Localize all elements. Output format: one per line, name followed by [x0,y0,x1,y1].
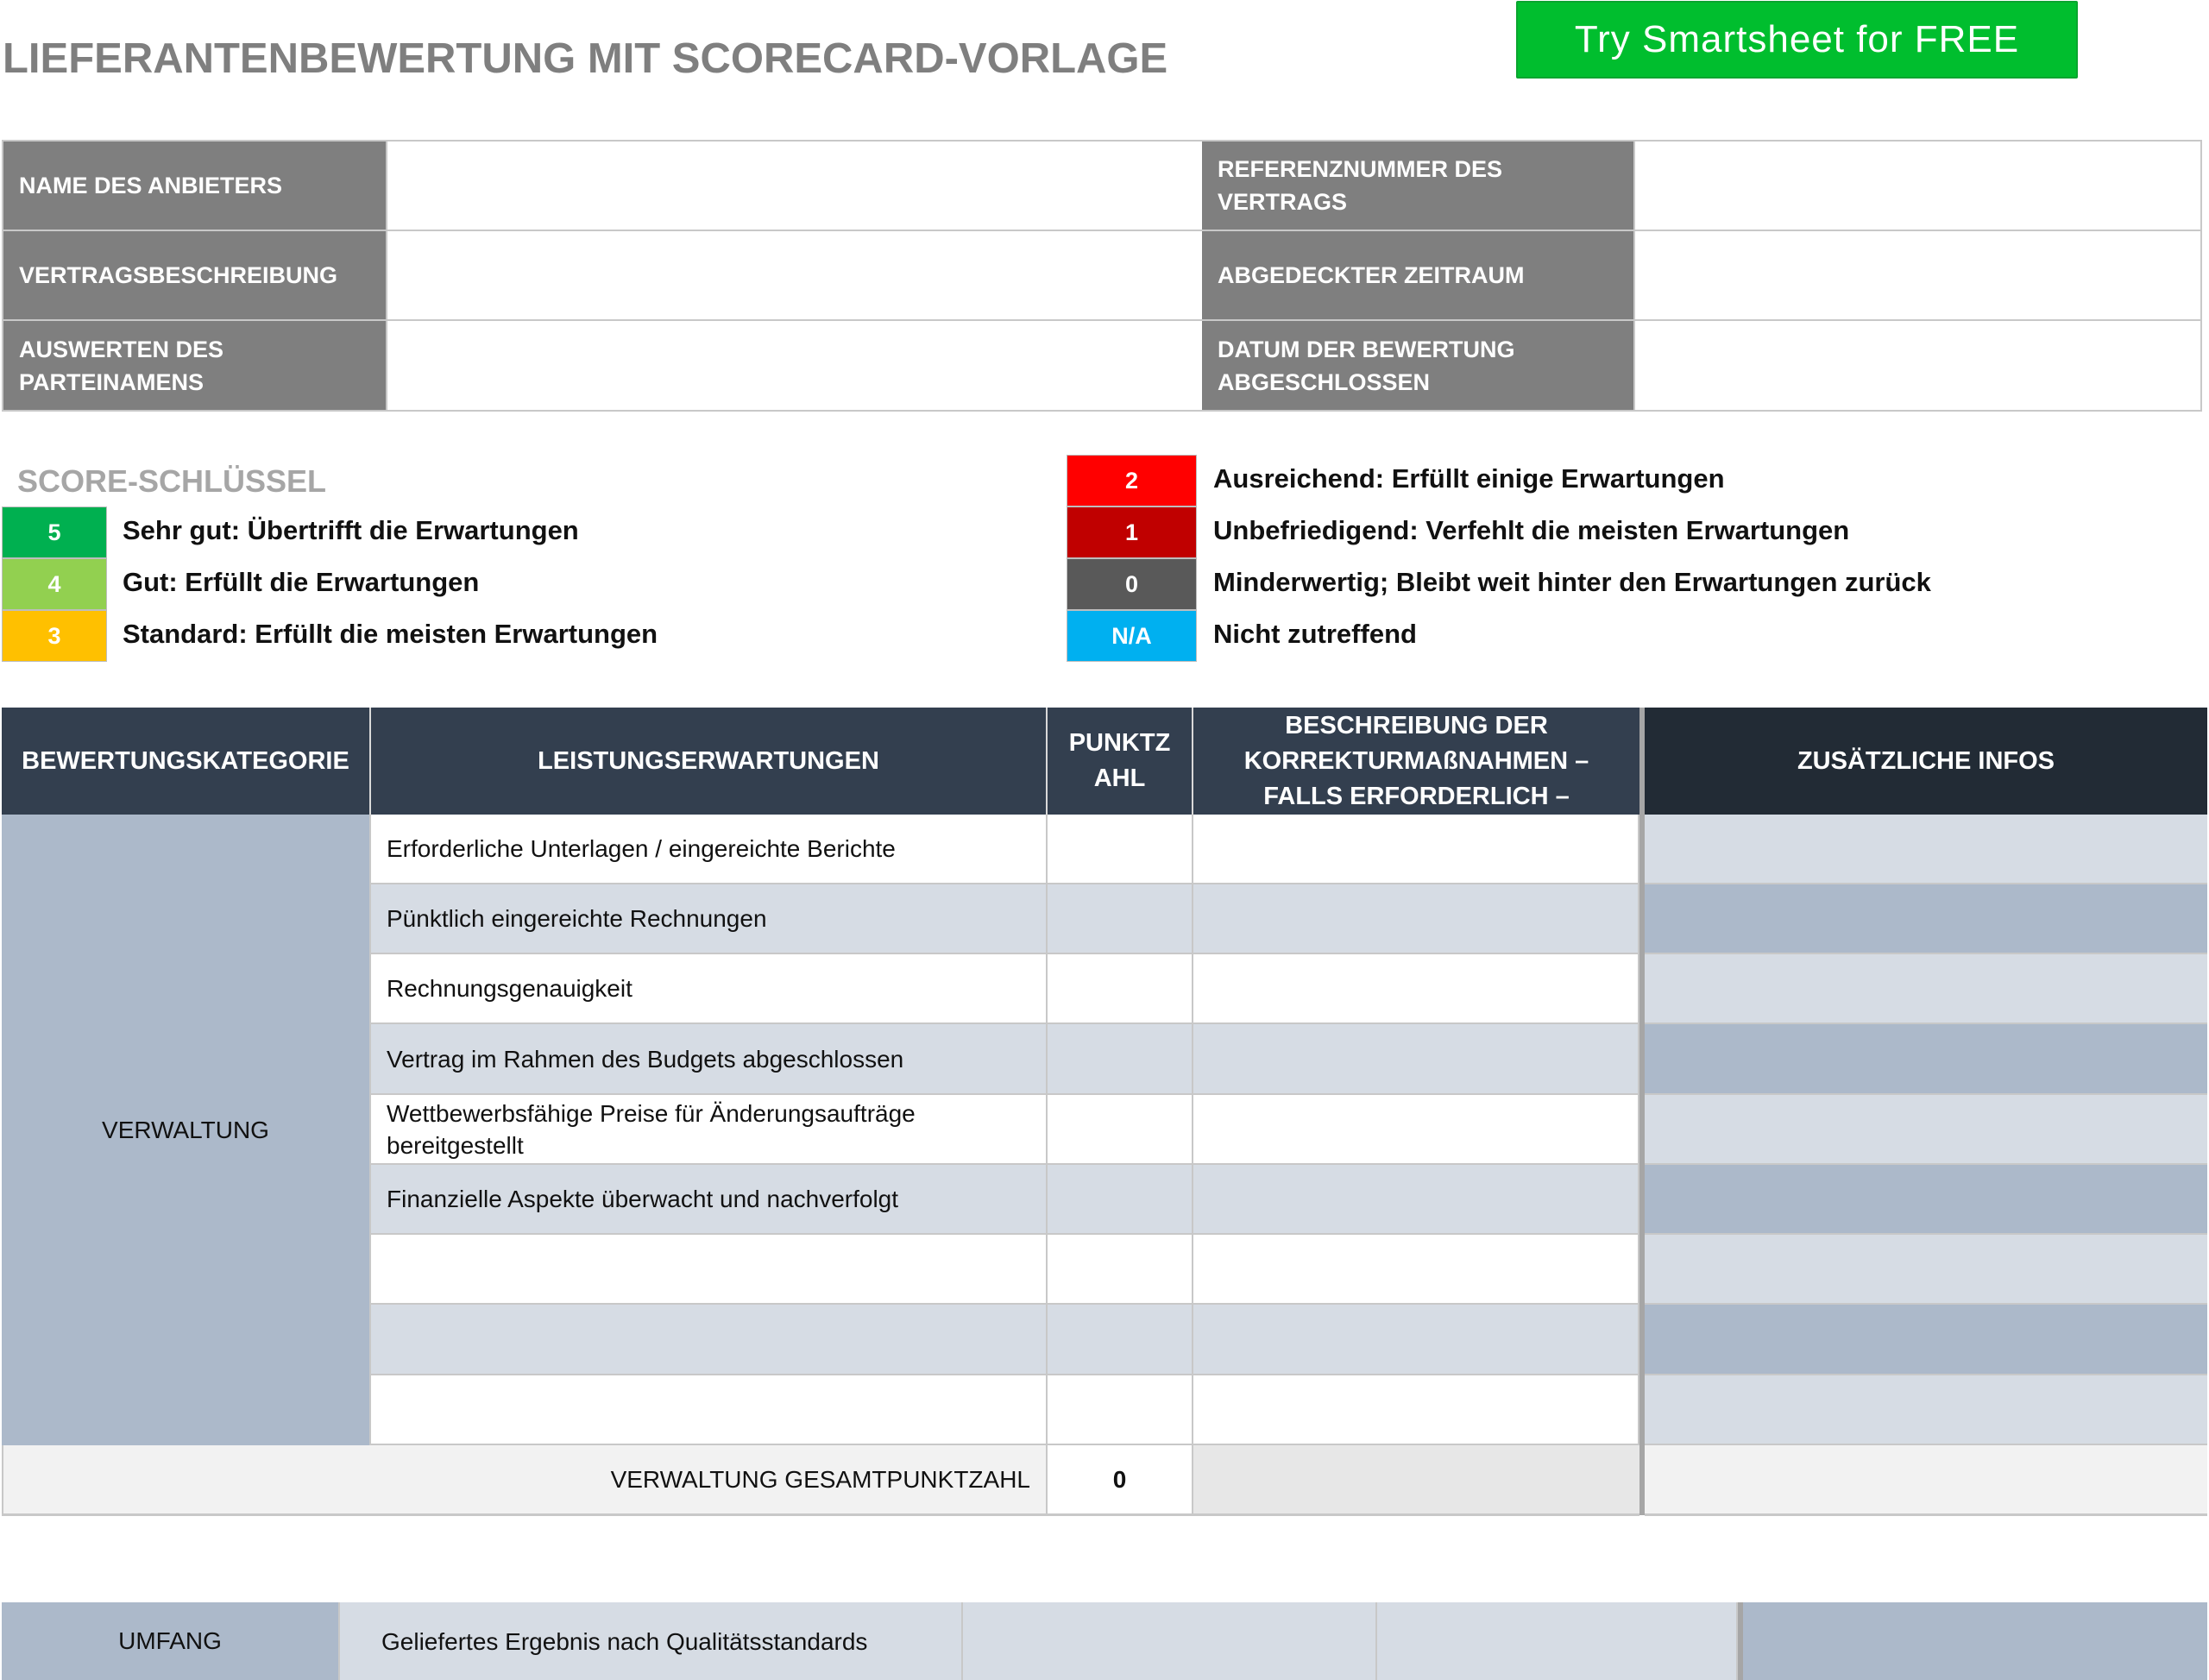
corrective-cell[interactable] [1193,1305,1639,1375]
admin-total-info [1645,1445,2207,1516]
score-swatch-0: 0 [1067,558,1197,610]
expectation-line1: Wettbewerbsfähige Preise für Änderungsaufträge [387,1099,916,1127]
info-cell[interactable] [1645,1235,2207,1305]
info-cell[interactable] [1645,1305,2207,1375]
score-cell[interactable] [1048,1305,1193,1375]
expectation-cell[interactable]: Vertrag im Rahmen des Budgets abgeschlossen [371,1024,1048,1095]
admin-total-label: VERWALTUNG GESAMTPUNKTZAHL [2,1445,1048,1516]
corrective-cell[interactable] [1193,1024,1639,1095]
expectation-cell[interactable]: Rechnungsgenauigkeit [371,954,1048,1024]
expectation-line2: bereitgestellt [387,1131,524,1159]
score-cell[interactable] [963,1602,1377,1680]
corrective-cell[interactable] [1193,1165,1639,1235]
period-label: ABGEDECKTER ZEITRAUM [1202,231,1633,319]
vendor-name-label: NAME DES ANBIETERS [3,142,386,230]
score-cell[interactable] [1048,1375,1193,1445]
contract-ref-label: REFERENZNUMMER DES VERTRAGS [1202,142,1633,230]
score-cell[interactable] [1048,884,1193,954]
corrective-cell[interactable] [1193,1095,1639,1165]
score-key-text-4: Gut: Erfüllt die Erwartungen [123,567,480,597]
score-key-text-2: Ausreichend: Erfüllt einige Erwartungen [1213,463,1725,494]
info-row [3,231,2200,321]
header-score-line1: PUNKTZ [1068,729,1171,757]
page-title: LIEFERANTENBEWERTUNG MIT SCORECARD-VORLAGE [3,35,1168,82]
header-corrective [1193,708,1641,815]
expectation-cell[interactable]: Finanzielle Aspekte überwacht und nachverfolgt [371,1165,1048,1235]
header-category: BEWERTUNGSKATEGORIE [2,708,371,815]
expectation-cell[interactable] [371,1095,1048,1165]
score-key-text-0: Minderwertig; Bleibt weit hinter den Erwartungen zurück [1213,567,1931,597]
score-swatch-4: 4 [2,558,107,610]
expectation-cell[interactable]: Geliefertes Ergebnis nach Qualitätsstandards [340,1602,963,1680]
info-cell[interactable] [1645,815,2207,884]
expectation-cell[interactable] [371,1375,1048,1445]
contract-desc-field[interactable] [386,231,1202,319]
header-corrective-line1: BESCHREIBUNG DER [1285,711,1548,739]
admin-total-score: 0 [1048,1445,1193,1516]
eval-date-label [1202,321,1633,410]
info-row [3,321,2200,410]
admin-total-corrective [1193,1445,1639,1516]
score-cell[interactable] [1048,815,1193,884]
eval-date-field[interactable] [1633,321,2200,410]
evaluator-label [3,321,386,410]
corrective-cell[interactable] [1193,954,1639,1024]
expectation-cell[interactable]: Erforderliche Unterlagen / eingereichte Berichte [371,815,1048,884]
score-key-text-1: Unbefriedigend: Verfehlt die meisten Erwartungen [1213,515,1850,545]
corrective-cell[interactable] [1193,1235,1639,1305]
corrective-cell[interactable] [1193,1375,1639,1445]
info-cell[interactable] [1743,1602,2207,1680]
eval-date-label-line2: ABGESCHLOSSEN [1218,368,1431,395]
evaluator-field[interactable] [386,321,1202,410]
score-cell[interactable] [1048,954,1193,1024]
score-swatch-2: 2 [1067,455,1197,507]
try-smartsheet-button[interactable]: Try Smartsheet for FREE [1516,1,2078,79]
info-cell[interactable] [1645,1024,2207,1095]
score-swatch-5: 5 [2,507,107,558]
period-field[interactable] [1633,231,2200,319]
header-score [1048,708,1193,815]
expectation-cell[interactable] [371,1305,1048,1375]
score-key-title: SCORE-SCHLÜSSEL [17,463,327,499]
score-key-text-3: Standard: Erfüllt die meisten Erwartungen [123,619,658,649]
vendor-info-table [2,140,2202,412]
contract-desc-label: VERTRAGSBESCHREIBUNG [3,231,386,319]
score-cell[interactable] [1048,1024,1193,1095]
info-cell[interactable] [1645,884,2207,954]
evaluator-label-line2: PARTEINAMENS [19,368,205,395]
header-score-line2: AHL [1093,764,1146,792]
category-administration: VERWALTUNG [2,815,371,1445]
vendor-name-field[interactable] [386,142,1202,230]
header-expectations: LEISTUNGSERWARTUNGEN [371,708,1048,815]
header-corrective-line3: FALLS ERFORDERLICH – [1263,782,1570,810]
info-row [3,142,2200,231]
score-key-text-na: Nicht zutreffend [1213,619,1417,649]
evaluator-label-line1: AUSWERTEN DES [19,336,224,362]
score-swatch-1: 1 [1067,507,1197,558]
contract-ref-field[interactable] [1633,142,2200,230]
score-swatch-na: N/A [1067,610,1197,662]
score-cell[interactable] [1048,1095,1193,1165]
expectation-cell[interactable] [371,1235,1048,1305]
score-swatch-3: 3 [2,610,107,662]
eval-date-label-line1: DATUM DER BEWERTUNG [1218,336,1515,362]
corrective-cell[interactable] [1193,815,1639,884]
expectation-cell[interactable]: Pünktlich eingereichte Rechnungen [371,884,1048,954]
corrective-cell[interactable] [1193,884,1639,954]
info-cell[interactable] [1645,1375,2207,1445]
score-key-text-5: Sehr gut: Übertrifft die Erwartungen [123,515,579,545]
category-scope: UMFANG [2,1602,340,1680]
info-cell[interactable] [1645,1095,2207,1165]
header-additional-info: ZUSÄTZLICHE INFOS [1645,708,2207,815]
info-cell[interactable] [1645,1165,2207,1235]
score-cell[interactable] [1048,1165,1193,1235]
score-cell[interactable] [1048,1235,1193,1305]
corrective-cell[interactable] [1377,1602,1738,1680]
header-corrective-line2: KORREKTURMAßNAHMEN – [1243,746,1589,775]
info-cell[interactable] [1645,954,2207,1024]
